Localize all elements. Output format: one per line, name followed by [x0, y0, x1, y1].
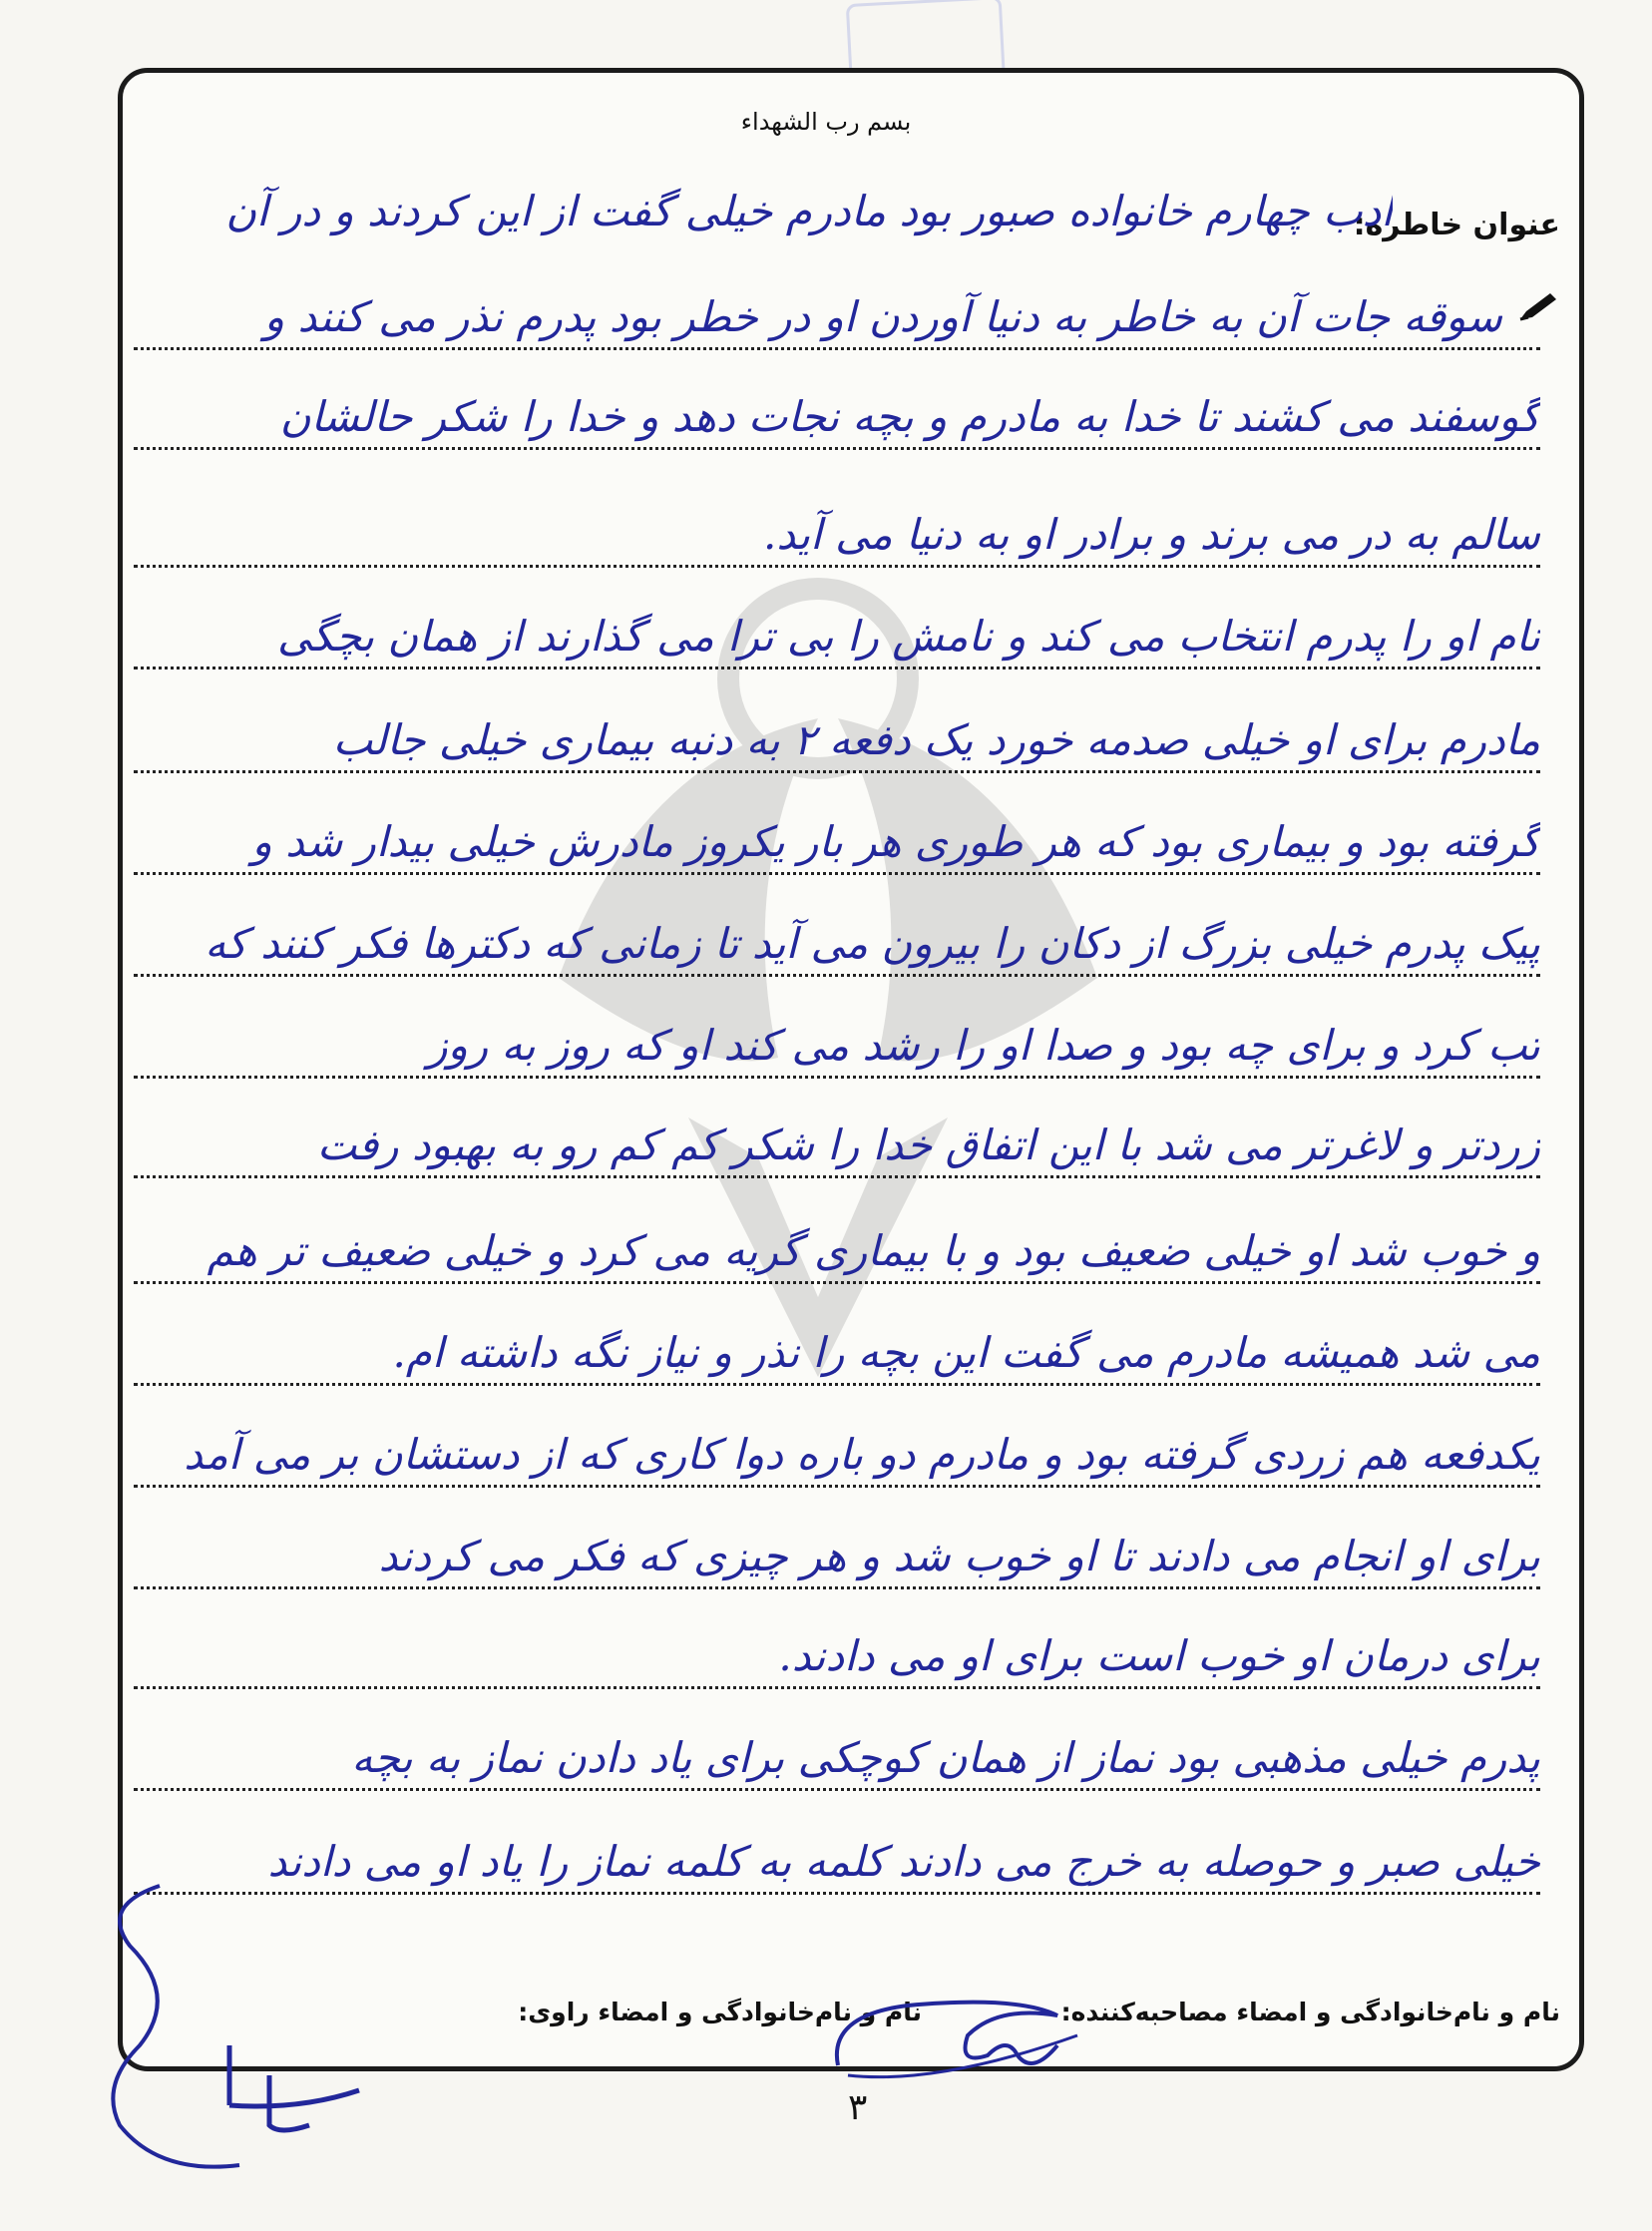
- memoir-line: مادرم برای او خیلی صدمه خورد یک دفعه ۲ به دنبه بیماری خیلی جالب: [332, 715, 1540, 764]
- memoir-line: سالم به در می برند و برادر او به دنیا می آید.: [763, 510, 1540, 559]
- ruled-line: [134, 1485, 1540, 1488]
- memoir-line: پدرم خیلی مذهبی بود نماز از همان کوچکی برای یاد دادن نماز به بچه: [351, 1733, 1540, 1782]
- ruled-line: [134, 1281, 1540, 1284]
- ruled-line: [134, 1076, 1540, 1079]
- ruled-line: [134, 1788, 1540, 1791]
- memoir-title-text: ادب چهارم خانواده صبور بود مادرم خیلی گفت از این کردند و در آن: [225, 187, 1393, 235]
- memoir-line: برای درمان او خوب است برای او می دادند.: [778, 1631, 1540, 1680]
- memoir-line: نام او را پدرم انتخاب می کند و نامش را بی ترا می گذارند از همان بچگی: [277, 612, 1540, 661]
- ruled-line: [134, 565, 1540, 568]
- ruled-line: [134, 1686, 1540, 1689]
- memoir-line: تب کرد و برای چه بود و صدا او را رشد می کند او که روز به روز: [427, 1021, 1540, 1070]
- ruled-line: [134, 667, 1540, 669]
- memoir-line: و خوب شد او خیلی ضعیف بود و با بیماری گریه می کرد و خیلی ضعیف تر هم: [206, 1226, 1540, 1275]
- memoir-line: می شد همیشه مادرم می گفت این بچه را نذر و نیاز نگه داشته ام.: [392, 1328, 1540, 1377]
- narrator-signature-label: نام و نام‌خانوادگی و امضاء راوی:: [518, 1998, 922, 2026]
- narrator-signature-scribble: [40, 1876, 399, 2195]
- memoir-line: سوقه جات آن به خاطر به دنیا آوردن او در خطر بود پدرم نذر می کنند و: [263, 292, 1502, 341]
- page-header-title: بسم رب الشهداء: [740, 108, 912, 136]
- memoir-line: گوسفند می کشند تا خدا به مادرم و بچه نجات دهد و خدا را شکر حالشان: [279, 392, 1540, 441]
- interviewer-signature-label: نام و نام‌خانوادگی و امضاء مصاحبه‌کننده:: [1060, 1998, 1560, 2026]
- memoir-title-label: عنوان خاطره:: [1353, 208, 1560, 242]
- ruled-line: [134, 1175, 1540, 1178]
- page-number: ۳: [848, 2087, 868, 2128]
- ruled-line: [134, 447, 1540, 450]
- ruled-line: [134, 1383, 1540, 1386]
- memoir-line: یکدفعه هم زردی گرفته بود و مادرم دو باره دوا کاری که از دستشان بر می آمد: [184, 1430, 1540, 1479]
- memoir-line: پیک پدرم خیلی بزرگ از دکان را بیرون می آید تا زمانی که دکترها فکر کنند که: [205, 919, 1540, 968]
- memoir-line: گرفته بود و بیماری بود که هر طوری هر بار یکروز مادرش خیلی بیدار شد و: [251, 817, 1540, 866]
- memoir-line: برای او انجام می دادند تا او خوب شد و هر چیزی که فکر می کردند: [378, 1532, 1540, 1580]
- pen-writing-icon: [1516, 289, 1560, 323]
- emblem-watermark-icon: [519, 559, 1137, 1417]
- ruled-line: [134, 770, 1540, 773]
- interviewer-signature-scribble: [818, 1976, 1117, 2095]
- ruled-line: [134, 347, 1540, 350]
- ruled-line: [134, 974, 1540, 977]
- memoir-line: خیلی صبر و حوصله به خرج می دادند کلمه به کلمه نماز را یاد او می دادند: [267, 1837, 1540, 1886]
- ruled-line: [134, 872, 1540, 875]
- memoir-line: زردتر و لاغرتر می شد با این اتفاق خدا را شکر کم کم رو به بهبود رفت: [316, 1120, 1540, 1169]
- ruled-line: [134, 1586, 1540, 1589]
